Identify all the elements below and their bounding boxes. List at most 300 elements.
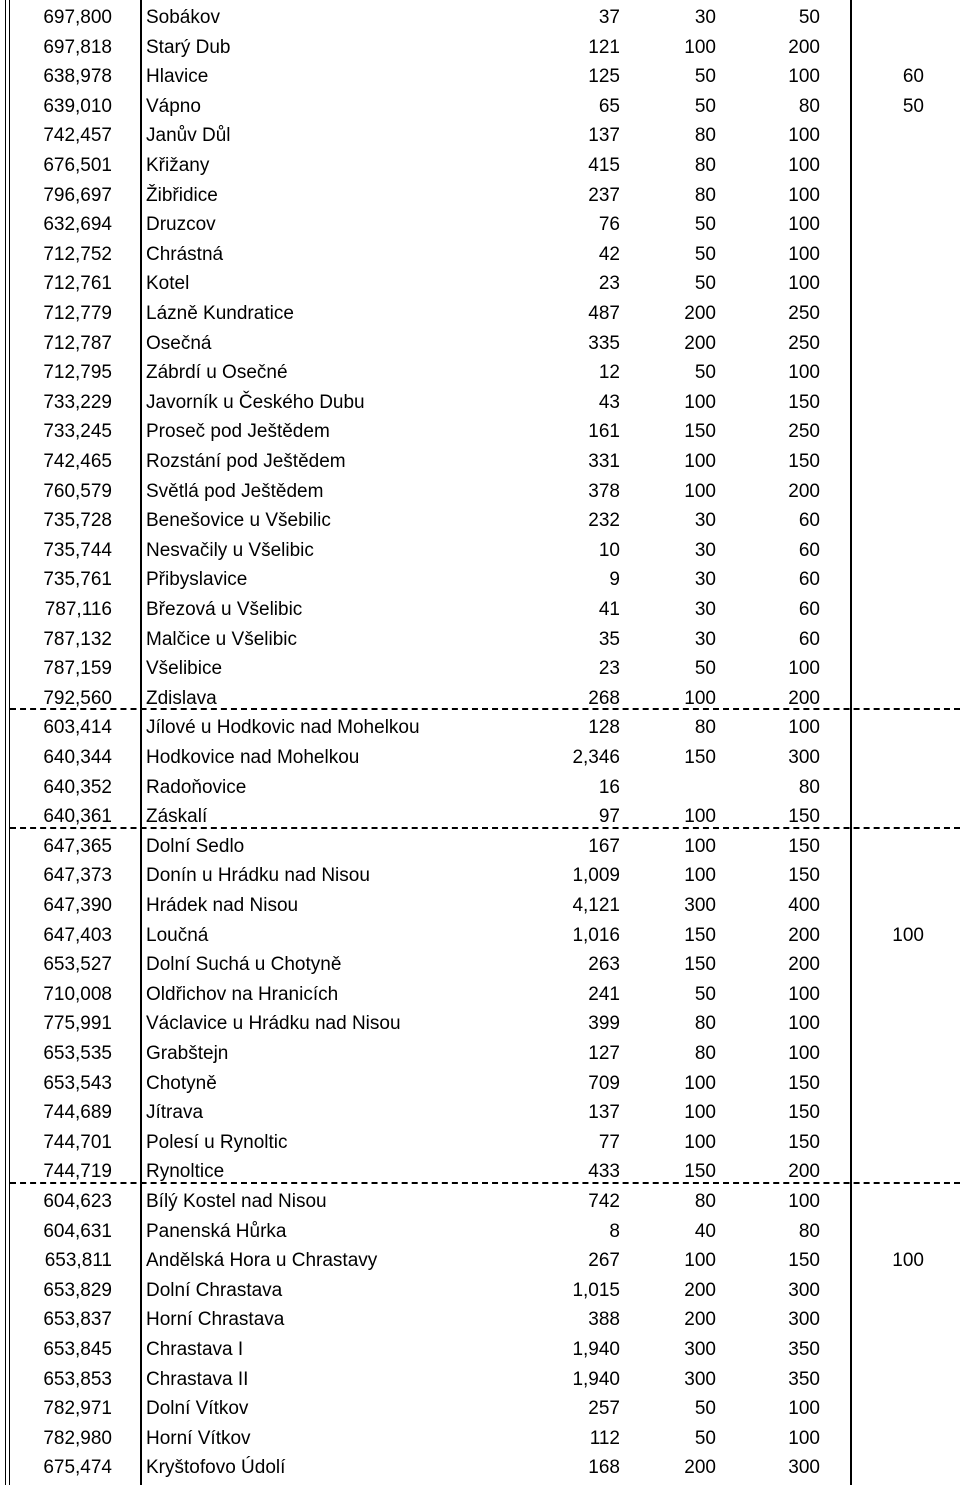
cell-value-a: 399	[588, 1013, 620, 1035]
cell-value-a: 1,015	[572, 1279, 620, 1301]
cell-value-a: 35	[598, 628, 620, 650]
cell-name: Jítrava	[146, 1102, 204, 1124]
table-row	[0, 562, 960, 592]
cell-name: Druzcov	[146, 214, 216, 236]
cell-name: Všelibice	[146, 658, 223, 680]
cell-value-a: 128	[588, 717, 620, 739]
cell-value-d	[840, 414, 924, 444]
cell-value-c: 100	[788, 658, 820, 680]
cell-code: 653,845	[43, 1339, 112, 1360]
table-row	[0, 503, 960, 533]
table-row	[0, 1006, 960, 1036]
cell-code: 733,245	[43, 421, 112, 443]
cell-value-b: 30	[694, 599, 716, 620]
table-row	[0, 1391, 960, 1421]
cell-code: 787,116	[44, 599, 112, 620]
cell-value-b: 300	[684, 895, 716, 916]
cell-value-c: 150	[788, 806, 820, 828]
cell-value-d	[840, 148, 924, 178]
cell-value-b: 30	[694, 510, 716, 532]
table-row	[0, 474, 960, 504]
cell-value-c: 300	[788, 1309, 820, 1331]
cell-value-d	[840, 1332, 924, 1362]
cell-code: 733,229	[43, 391, 112, 413]
table-row	[0, 710, 960, 740]
table-row	[0, 355, 960, 385]
cell-code: 653,543	[43, 1072, 112, 1094]
cell-code: 653,527	[43, 954, 112, 976]
cell-value-a: 241	[588, 983, 620, 1005]
cell-value-a: 237	[588, 184, 620, 206]
cell-value-d	[840, 237, 924, 267]
cell-value-a: 1,016	[572, 924, 620, 946]
cell-name: Vápno	[146, 95, 201, 117]
cell-value-d: 50	[902, 95, 924, 117]
cell-code: 792,560	[43, 687, 112, 709]
cell-name: Březová u Všelibic	[146, 599, 303, 620]
table-row	[0, 858, 960, 888]
cell-value-b: 50	[694, 214, 716, 236]
cell-code: 653,853	[43, 1368, 112, 1390]
cell-value-c: 350	[788, 1368, 820, 1390]
cell-value-a: 742	[588, 1191, 620, 1212]
cell-name: Sobákov	[146, 7, 220, 28]
cell-value-b: 300	[684, 1368, 716, 1390]
cell-value-a: 168	[588, 1457, 620, 1479]
cell-code: 742,457	[43, 125, 112, 147]
cell-value-d	[840, 207, 924, 237]
table-row	[0, 385, 960, 415]
cell-value-a: 8	[609, 1220, 620, 1242]
cell-value-a: 167	[588, 835, 620, 857]
table-row	[0, 651, 960, 681]
cell-name: Horní Vítkov	[146, 1427, 251, 1449]
cell-value-b: 100	[684, 451, 716, 472]
table-row	[0, 444, 960, 474]
cell-value-b: 200	[684, 1279, 716, 1301]
cell-value-a: 23	[598, 273, 620, 295]
cell-value-c: 60	[798, 569, 820, 591]
cell-value-c: 150	[788, 1131, 820, 1153]
table-row	[0, 533, 960, 563]
cell-value-c: 150	[788, 865, 820, 887]
cell-value-b: 100	[684, 1131, 716, 1153]
cell-code: 604,631	[43, 1220, 112, 1242]
table-row	[0, 681, 960, 711]
cell-value-d	[840, 1273, 924, 1303]
cell-name: Donín u Hrádku nad Nisou	[146, 865, 370, 887]
table-row	[0, 59, 960, 89]
cell-name: Kryštofovo Údolí	[146, 1457, 286, 1479]
cell-value-b: 200	[684, 1309, 716, 1331]
table-row	[0, 1273, 960, 1303]
cell-value-a: 378	[588, 480, 620, 502]
cell-value-a: 4,121	[572, 895, 620, 916]
cell-value-c: 250	[788, 421, 820, 443]
cell-name: Chrastava I	[146, 1339, 244, 1360]
cell-name: Radoňovice	[146, 776, 247, 798]
cell-name: Dolní Vítkov	[146, 1398, 249, 1420]
cell-code: 640,352	[43, 776, 112, 798]
cell-value-a: 267	[588, 1250, 620, 1272]
cell-value-a: 43	[598, 391, 620, 413]
cell-value-a: 1,940	[572, 1339, 620, 1360]
cell-value-d	[840, 1006, 924, 1036]
cell-code: 604,623	[43, 1191, 112, 1212]
cell-code: 744,719	[43, 1161, 112, 1183]
cell-value-d: 60	[902, 66, 924, 88]
cell-value-b: 80	[694, 1191, 716, 1212]
cell-name: Dolní Suchá u Chotyně	[146, 954, 342, 976]
cell-value-c: 80	[798, 776, 820, 798]
cell-name: Zábrdí u Osečné	[146, 362, 288, 384]
cell-name: Nesvačily u Všelibic	[146, 539, 314, 561]
cell-name: Lázně Kundratice	[146, 303, 294, 324]
cell-value-d	[840, 296, 924, 326]
cell-code: 712,779	[43, 303, 112, 324]
cell-value-b: 150	[684, 747, 716, 768]
cell-name: Žibřidice	[146, 184, 218, 206]
cell-name: Dolní Chrastava	[146, 1279, 283, 1301]
cell-value-a: 10	[598, 539, 620, 561]
cell-code: 787,132	[43, 628, 112, 650]
cell-code: 639,010	[43, 95, 112, 117]
cell-code: 712,795	[43, 362, 112, 384]
cell-value-a: 137	[588, 125, 620, 147]
cell-value-a: 268	[588, 687, 620, 709]
cell-value-b: 100	[684, 687, 716, 709]
cell-value-c: 150	[788, 1072, 820, 1094]
cell-value-b: 100	[684, 835, 716, 857]
cell-value-c: 150	[788, 1250, 820, 1272]
cell-value-c: 100	[788, 184, 820, 206]
table-row	[0, 622, 960, 652]
cell-value-d	[840, 799, 924, 829]
cell-value-b: 80	[694, 184, 716, 206]
table-row	[0, 829, 960, 859]
table-row	[0, 296, 960, 326]
cell-value-b: 50	[694, 66, 716, 88]
cell-value-d	[840, 770, 924, 800]
cell-value-c: 100	[788, 243, 820, 265]
table-row	[0, 0, 960, 30]
cell-value-a: 161	[588, 421, 620, 443]
table-row	[0, 947, 960, 977]
cell-value-d	[840, 385, 924, 415]
cell-value-c: 200	[788, 1161, 820, 1183]
table-row	[0, 770, 960, 800]
cell-name: Rozstání pod Ještědem	[146, 451, 346, 472]
cell-name: Javorník u Českého Dubu	[146, 391, 365, 413]
cell-value-b: 80	[694, 1043, 716, 1064]
table-row	[0, 414, 960, 444]
cell-code: 712,752	[43, 243, 112, 265]
cell-name: Horní Chrastava	[146, 1309, 285, 1331]
cell-code: 697,818	[43, 36, 112, 58]
cell-name: Přibyslavice	[146, 569, 248, 591]
cell-value-b: 50	[694, 95, 716, 117]
cell-value-a: 42	[598, 243, 620, 265]
cell-value-c: 60	[798, 628, 820, 650]
cell-value-d	[840, 444, 924, 474]
cell-value-b: 30	[694, 628, 716, 650]
cell-value-b: 100	[684, 391, 716, 413]
cell-value-b: 100	[684, 865, 716, 887]
cell-value-a: 12	[598, 362, 620, 384]
cell-code: 796,697	[43, 184, 112, 206]
cell-value-b: 50	[694, 983, 716, 1005]
cell-value-c: 60	[798, 539, 820, 561]
cell-value-c: 400	[788, 895, 820, 916]
cell-value-a: 1,009	[572, 865, 620, 887]
cell-value-b: 50	[694, 243, 716, 265]
cell-code: 653,829	[43, 1279, 112, 1301]
cell-value-a: 97	[598, 806, 620, 828]
cell-value-d	[840, 30, 924, 60]
cell-code: 653,811	[44, 1250, 112, 1272]
cell-value-b: 150	[684, 924, 716, 946]
table-row	[0, 1421, 960, 1451]
cell-value-d	[840, 1125, 924, 1155]
cell-name: Hlavice	[146, 66, 209, 88]
cell-value-c: 200	[788, 954, 820, 976]
cell-value-c: 150	[788, 391, 820, 413]
cell-value-c: 200	[788, 36, 820, 58]
cell-value-d	[840, 266, 924, 296]
cell-value-c: 150	[788, 1102, 820, 1124]
cell-value-d	[840, 1450, 924, 1480]
table-row	[0, 1184, 960, 1214]
cell-value-c: 150	[788, 835, 820, 857]
cell-value-c: 100	[788, 1043, 820, 1064]
cell-value-a: 2,346	[572, 747, 620, 768]
cell-value-c: 350	[788, 1339, 820, 1360]
cell-value-c: 300	[788, 747, 820, 768]
cell-value-c: 150	[788, 451, 820, 472]
cell-code: 712,787	[43, 332, 112, 354]
cell-value-c: 60	[798, 599, 820, 620]
cell-value-d	[840, 740, 924, 770]
cell-value-d: 100	[892, 924, 924, 946]
cell-value-c: 60	[798, 510, 820, 532]
cell-value-b: 200	[684, 332, 716, 354]
cell-value-d	[840, 829, 924, 859]
cell-value-d	[840, 592, 924, 622]
cell-value-c: 300	[788, 1457, 820, 1479]
cell-value-b: 30	[694, 539, 716, 561]
cell-value-d	[840, 118, 924, 148]
cell-value-b: 80	[694, 1013, 716, 1035]
cell-name: Osečná	[146, 332, 212, 354]
table-row	[0, 1302, 960, 1332]
cell-value-c: 100	[788, 1398, 820, 1420]
cell-value-b: 200	[684, 303, 716, 324]
cell-code: 676,501	[43, 155, 112, 176]
cell-value-d	[840, 710, 924, 740]
cell-value-d	[840, 562, 924, 592]
cell-value-c: 100	[788, 214, 820, 236]
cell-code: 640,361	[43, 806, 112, 828]
cell-value-d	[840, 1362, 924, 1392]
cell-value-a: 9	[609, 569, 620, 591]
cell-name: Chrástná	[146, 243, 224, 265]
cell-value-c: 100	[788, 983, 820, 1005]
cell-value-d: 100	[892, 1250, 924, 1272]
table-row	[0, 1450, 960, 1480]
cell-value-b: 100	[684, 806, 716, 828]
cell-code: 647,403	[43, 924, 112, 946]
cell-name: Bílý Kostel nad Nisou	[146, 1191, 327, 1212]
cell-name: Hrádek nad Nisou	[146, 895, 299, 916]
cell-name: Světlá pod Ještědem	[146, 480, 324, 502]
cell-name: Benešovice u Všebilic	[146, 510, 331, 532]
table-row	[0, 740, 960, 770]
cell-value-c: 200	[788, 924, 820, 946]
cell-value-d	[840, 858, 924, 888]
cell-value-d	[840, 888, 924, 918]
table-row	[0, 30, 960, 60]
cell-code: 632,694	[43, 214, 112, 236]
cell-name: Křižany	[146, 155, 210, 176]
cell-code: 653,837	[43, 1309, 112, 1331]
cell-value-c: 250	[788, 332, 820, 354]
table-row	[0, 1362, 960, 1392]
cell-name: Kotel	[146, 273, 190, 295]
cell-name: Polesí u Rynoltic	[146, 1131, 288, 1153]
cell-value-c: 250	[788, 303, 820, 324]
cell-name: Starý Dub	[146, 36, 231, 58]
cell-value-d	[840, 503, 924, 533]
cell-value-c: 100	[788, 125, 820, 147]
cell-value-b: 50	[694, 273, 716, 295]
cell-value-b: 150	[684, 954, 716, 976]
cell-name: Proseč pod Ještědem	[146, 421, 330, 443]
table-row	[0, 326, 960, 356]
table-row	[0, 118, 960, 148]
table-row	[0, 148, 960, 178]
cell-value-d	[840, 1154, 924, 1184]
cell-value-a: 709	[588, 1072, 620, 1094]
cell-value-c: 200	[788, 480, 820, 502]
cell-value-c: 100	[788, 155, 820, 176]
cell-code: 647,373	[43, 865, 112, 887]
cell-code: 782,980	[43, 1427, 112, 1449]
cell-code: 647,390	[43, 895, 112, 916]
cell-code: 744,701	[43, 1131, 112, 1153]
cell-code: 647,365	[43, 835, 112, 857]
cell-value-b: 150	[684, 1161, 716, 1183]
cell-value-b: 100	[684, 1072, 716, 1094]
cell-value-a: 23	[598, 658, 620, 680]
cell-value-c: 300	[788, 1279, 820, 1301]
cell-value-a: 112	[589, 1427, 620, 1449]
cell-value-c: 100	[788, 717, 820, 739]
cell-name: Loučná	[146, 924, 209, 946]
cell-value-c: 100	[788, 1013, 820, 1035]
cell-value-a: 125	[588, 66, 620, 88]
cell-value-d	[840, 355, 924, 385]
cell-value-b: 100	[684, 480, 716, 502]
cell-code: 638,978	[43, 66, 112, 88]
cell-code: 782,971	[43, 1398, 112, 1420]
cell-code: 735,761	[43, 569, 112, 591]
cell-value-d	[840, 326, 924, 356]
cell-code: 742,465	[43, 451, 112, 472]
table-row	[0, 237, 960, 267]
cell-code: 675,474	[43, 1457, 112, 1479]
cell-value-d	[840, 651, 924, 681]
cell-value-d	[840, 681, 924, 711]
cell-name: Záskalí	[146, 806, 208, 828]
table-row	[0, 592, 960, 622]
cell-value-b: 50	[694, 1398, 716, 1420]
cell-value-d	[840, 1214, 924, 1244]
table-row	[0, 1036, 960, 1066]
table-row	[0, 1066, 960, 1096]
cell-value-a: 388	[588, 1309, 620, 1331]
cell-value-d	[840, 947, 924, 977]
table-row	[0, 1214, 960, 1244]
cell-value-a: 331	[588, 451, 620, 472]
cell-value-d	[840, 622, 924, 652]
cell-value-b: 80	[694, 717, 716, 739]
cell-name: Chrastava II	[146, 1368, 249, 1390]
cell-value-a: 415	[588, 155, 620, 176]
cell-value-a: 257	[588, 1398, 620, 1420]
cell-value-d	[840, 474, 924, 504]
cell-value-b: 30	[694, 569, 716, 591]
cell-value-c: 100	[788, 66, 820, 88]
cell-value-b: 100	[684, 1250, 716, 1272]
cell-value-b: 100	[684, 36, 716, 58]
cell-value-a: 263	[588, 954, 620, 976]
table-row	[0, 1154, 960, 1184]
cell-value-c: 50	[798, 7, 820, 28]
table-row	[0, 1125, 960, 1155]
cell-value-b: 30	[694, 7, 716, 28]
cell-value-c: 100	[788, 1427, 820, 1449]
table-row	[0, 977, 960, 1007]
cell-value-b: 50	[694, 658, 716, 680]
table-row	[0, 178, 960, 208]
cell-value-b: 150	[684, 421, 716, 443]
cell-value-a: 487	[588, 303, 620, 324]
cell-code: 735,728	[43, 510, 112, 532]
cell-value-c: 100	[788, 1191, 820, 1212]
cell-value-a: 121	[588, 36, 620, 58]
cell-value-b: 300	[684, 1339, 716, 1360]
cell-value-c: 200	[788, 687, 820, 709]
table-row	[0, 89, 960, 119]
cell-value-c: 100	[788, 273, 820, 295]
cell-code: 712,761	[43, 273, 112, 295]
cell-code: 775,991	[43, 1013, 112, 1035]
cell-value-a: 335	[588, 332, 620, 354]
cell-value-c: 100	[788, 362, 820, 384]
cell-name: Panenská Hůrka	[146, 1220, 287, 1242]
cell-code: 760,579	[43, 480, 112, 502]
cell-value-b: 80	[694, 125, 716, 147]
cell-value-b: 50	[694, 362, 716, 384]
cell-value-d	[840, 977, 924, 1007]
cell-value-d	[840, 1302, 924, 1332]
cell-value-a: 137	[588, 1102, 620, 1124]
cell-value-d	[840, 1095, 924, 1125]
cell-name: Grabštejn	[146, 1043, 229, 1064]
table-row	[0, 1332, 960, 1362]
table-row	[0, 266, 960, 296]
cell-code: 603,414	[43, 717, 112, 739]
